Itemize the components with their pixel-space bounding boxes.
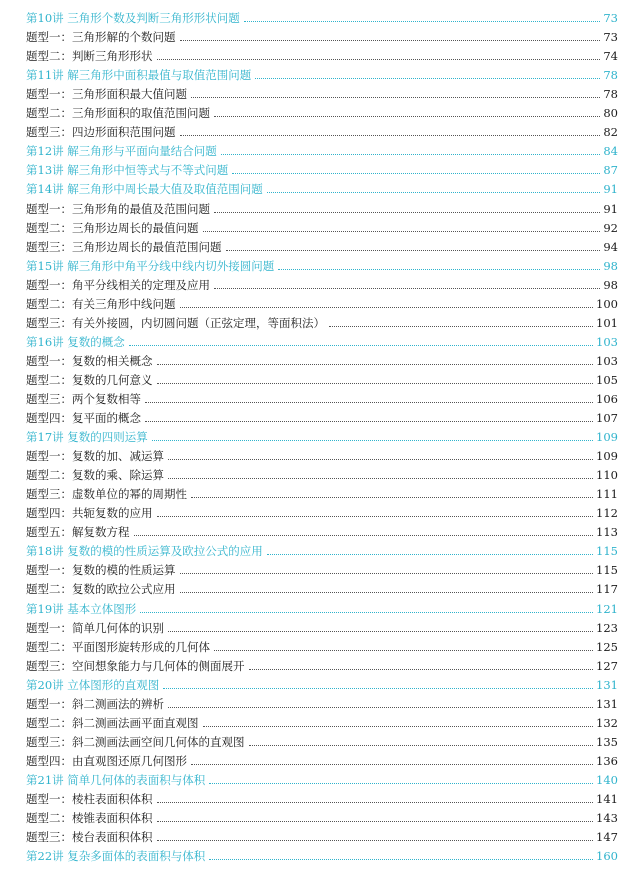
toc-chapter-entry[interactable] <box>26 597 618 616</box>
dot-leader <box>145 421 593 422</box>
section-title: 题型一：简单几何体的识别 <box>26 620 164 635</box>
section-title: 题型二：三角形面积的取值范围问题 <box>26 106 210 121</box>
section-title: 题型二：复数的欧拉公式应用 <box>26 582 176 597</box>
page-number: 101 <box>596 315 618 330</box>
chapter-title: 第21讲 简单几何体的表面积与体积 <box>26 772 206 787</box>
page-number: 106 <box>596 391 618 406</box>
section-title: 题型一：三角形角的最值及范围问题 <box>26 201 210 216</box>
section-title: 题型二：复数的几何意义 <box>26 372 153 387</box>
dot-leader <box>157 364 594 365</box>
page-number: 73 <box>603 11 618 26</box>
toc-chapter-entry[interactable] <box>26 674 618 693</box>
toc-section-entry[interactable] <box>26 121 618 140</box>
toc-section-entry[interactable] <box>26 274 618 293</box>
page-number: 103 <box>596 353 618 368</box>
dot-leader <box>209 859 593 860</box>
toc-section-entry[interactable] <box>26 407 618 426</box>
toc-section-entry[interactable] <box>26 731 618 750</box>
dot-leader <box>145 402 593 403</box>
dot-leader <box>180 40 601 41</box>
dot-leader <box>278 269 600 270</box>
toc-section-entry[interactable] <box>26 693 618 712</box>
toc-section-entry[interactable] <box>26 350 618 369</box>
toc-section-entry[interactable] <box>26 388 618 407</box>
chapter-title: 第11讲 解三角形中面积最值与取值范围问题 <box>26 68 252 83</box>
chapter-title: 第16讲 复数的概念 <box>26 334 125 349</box>
dot-leader <box>203 231 601 232</box>
page-number: 92 <box>603 220 618 235</box>
section-title: 题型二：有关三角形中线问题 <box>26 296 176 311</box>
page-number: 82 <box>603 125 618 140</box>
dot-leader <box>180 592 594 593</box>
page-number: 117 <box>596 582 618 597</box>
toc-section-entry[interactable] <box>26 750 618 769</box>
dot-leader <box>157 59 601 60</box>
page-number: 131 <box>596 696 618 711</box>
dot-leader <box>168 478 593 479</box>
toc-section-entry[interactable] <box>26 807 618 826</box>
dot-leader <box>249 669 594 670</box>
page-number: 107 <box>596 411 618 426</box>
section-title: 题型一：棱柱表面积体积 <box>26 791 153 806</box>
page-number: 110 <box>596 468 618 483</box>
section-title: 题型一：三角形解的个数问题 <box>26 30 176 45</box>
dot-leader <box>157 840 594 841</box>
chapter-title: 第12讲 解三角形与平面向量结合问题 <box>26 144 217 159</box>
page-number: 78 <box>603 87 618 102</box>
page-number: 74 <box>603 49 618 64</box>
dot-leader <box>152 440 593 441</box>
toc-section-entry[interactable] <box>26 578 618 597</box>
toc-section-entry[interactable] <box>26 483 618 502</box>
chapter-title: 第17讲 复数的四则运算 <box>26 430 148 445</box>
section-title: 题型一：复数的模的性质运算 <box>26 563 176 578</box>
dot-leader <box>180 135 601 136</box>
chapter-title: 第18讲 复数的模的性质运算及欧拉公式的应用 <box>26 544 263 559</box>
toc-section-entry[interactable] <box>26 636 618 655</box>
page-number: 113 <box>596 525 618 540</box>
toc-section-entry[interactable] <box>26 369 618 388</box>
section-title: 题型一：角平分线相关的定理及应用 <box>26 277 210 292</box>
dot-leader <box>267 192 601 193</box>
section-title: 题型三：空间想象能力与几何体的侧面展开 <box>26 658 245 673</box>
page-number: 121 <box>596 601 618 616</box>
page-number: 160 <box>596 849 618 864</box>
section-title: 题型二：斜二测画法画平面直观图 <box>26 715 199 730</box>
page-number: 91 <box>603 182 618 197</box>
dot-leader <box>214 116 600 117</box>
page-number: 136 <box>596 753 618 768</box>
section-title: 题型三：棱台表面积体积 <box>26 830 153 845</box>
section-title: 题型三：三角形边周长的最值范围问题 <box>26 239 222 254</box>
toc-section-entry[interactable] <box>26 464 618 483</box>
chapter-title: 第22讲 复杂多面体的表面积与体积 <box>26 849 206 864</box>
section-title: 题型一：复数的加、减运算 <box>26 449 164 464</box>
chapter-title: 第14讲 解三角形中周长最大值及取值范围问题 <box>26 182 263 197</box>
chapter-title: 第15讲 解三角形中角平分线中线内切外接圆问题 <box>26 258 275 273</box>
section-title: 题型一：复数的相关概念 <box>26 353 153 368</box>
section-title: 题型四：由直观图还原几何图形 <box>26 753 187 768</box>
page-number: 84 <box>603 144 618 159</box>
dot-leader <box>140 612 593 613</box>
dot-leader <box>163 688 593 689</box>
toc-section-entry[interactable] <box>26 236 618 255</box>
chapter-title: 第13讲 解三角形中恒等式与不等式问题 <box>26 163 229 178</box>
dot-leader <box>214 650 593 651</box>
dot-leader <box>134 535 594 536</box>
section-title: 题型二：棱锥表面积体积 <box>26 811 153 826</box>
dot-leader <box>157 802 594 803</box>
dot-leader <box>255 78 600 79</box>
section-title: 题型二：三角形边周长的最值问题 <box>26 220 199 235</box>
page-number: 100 <box>596 296 618 311</box>
dot-leader <box>267 554 593 555</box>
toc-section-entry[interactable] <box>26 217 618 236</box>
toc-chapter-entry[interactable] <box>26 255 618 274</box>
page-number: 105 <box>596 372 618 387</box>
section-title: 题型三：虚数单位的幂的周期性 <box>26 487 187 502</box>
toc-section-entry[interactable] <box>26 712 618 731</box>
page-number: 115 <box>596 563 618 578</box>
dot-leader <box>168 707 593 708</box>
section-title: 题型二：复数的乘、除运算 <box>26 468 164 483</box>
toc-section-entry[interactable] <box>26 502 618 521</box>
toc-section-entry[interactable] <box>26 102 618 121</box>
dot-leader <box>180 307 594 308</box>
toc-section-entry[interactable] <box>26 293 618 312</box>
toc-chapter-entry[interactable] <box>26 331 618 350</box>
toc-section-entry[interactable] <box>26 45 618 64</box>
page-number: 80 <box>603 106 618 121</box>
toc-chapter-entry[interactable] <box>26 64 618 83</box>
page-number: 140 <box>596 772 618 787</box>
page-number: 109 <box>596 449 618 464</box>
page-number: 98 <box>603 258 618 273</box>
section-title: 题型四：复平面的概念 <box>26 411 141 426</box>
toc-section-entry[interactable] <box>26 445 618 464</box>
toc-section-entry[interactable] <box>26 826 618 845</box>
chapter-title: 第10讲 三角形个数及判断三角形形状问题 <box>26 11 240 26</box>
toc-section-entry[interactable] <box>26 521 618 540</box>
dot-leader <box>157 516 594 517</box>
dot-leader <box>168 631 593 632</box>
dot-leader <box>191 97 600 98</box>
toc-chapter-entry[interactable] <box>26 140 618 159</box>
section-title: 题型二：判断三角形形状 <box>26 49 153 64</box>
section-title: 题型五：解复数方程 <box>26 525 130 540</box>
page-number: 73 <box>603 30 618 45</box>
section-title: 题型三：两个复数相等 <box>26 391 141 406</box>
page-number: 98 <box>603 277 618 292</box>
toc-section-entry[interactable] <box>26 312 618 331</box>
dot-leader <box>157 821 594 822</box>
dot-leader <box>329 326 593 327</box>
toc-chapter-entry[interactable] <box>26 426 618 445</box>
toc-chapter-entry[interactable] <box>26 540 618 559</box>
dot-leader <box>168 459 593 460</box>
section-title: 题型三：斜二测画法画空间几何体的直观图 <box>26 734 245 749</box>
table-of-contents <box>26 7 618 864</box>
dot-leader <box>221 154 601 155</box>
page-number: 132 <box>596 715 618 730</box>
page-number: 111 <box>596 487 618 502</box>
dot-leader <box>232 173 600 174</box>
page-number: 94 <box>603 239 618 254</box>
toc-chapter-entry[interactable] <box>26 159 618 178</box>
page-number: 147 <box>596 830 618 845</box>
toc-section-entry[interactable] <box>26 655 618 674</box>
page-number: 123 <box>596 620 618 635</box>
dot-leader <box>157 383 594 384</box>
page-number: 109 <box>596 430 618 445</box>
page-number: 127 <box>596 658 618 673</box>
page-number: 112 <box>596 506 618 521</box>
toc-section-entry[interactable] <box>26 26 618 45</box>
chapter-title: 第20讲 立体图形的直观图 <box>26 677 160 692</box>
dot-leader <box>209 783 593 784</box>
section-title: 题型一：斜二测画法的辨析 <box>26 696 164 711</box>
section-title: 题型三：有关外接圆，内切圆问题（正弦定理，等面积法） <box>26 315 325 330</box>
dot-leader <box>214 212 600 213</box>
page-number: 78 <box>603 68 618 83</box>
dot-leader <box>180 573 594 574</box>
toc-section-entry[interactable] <box>26 83 618 102</box>
dot-leader <box>214 288 600 289</box>
toc-section-entry[interactable] <box>26 197 618 216</box>
page-number: 135 <box>596 734 618 749</box>
chapter-title: 第19讲 基本立体图形 <box>26 601 137 616</box>
toc-chapter-entry[interactable] <box>26 178 618 197</box>
page-number: 103 <box>596 334 618 349</box>
toc-section-entry[interactable] <box>26 559 618 578</box>
toc-chapter-entry[interactable] <box>26 769 618 788</box>
dot-leader <box>226 250 601 251</box>
section-title: 题型三：四边形面积范围问题 <box>26 125 176 140</box>
section-title: 题型四：共轭复数的应用 <box>26 506 153 521</box>
dot-leader <box>203 726 594 727</box>
dot-leader <box>129 345 593 346</box>
dot-leader <box>249 745 594 746</box>
page-number: 125 <box>596 639 618 654</box>
section-title: 题型一：三角形面积最大值问题 <box>26 87 187 102</box>
toc-section-entry[interactable] <box>26 788 618 807</box>
toc-section-entry[interactable] <box>26 617 618 636</box>
page-number: 115 <box>596 544 618 559</box>
dot-leader <box>191 764 593 765</box>
page-number: 143 <box>596 811 618 826</box>
page-number: 131 <box>596 677 618 692</box>
toc-chapter-entry[interactable] <box>26 845 618 864</box>
toc-chapter-entry[interactable] <box>26 7 618 26</box>
dot-leader <box>244 21 601 22</box>
dot-leader <box>191 497 593 498</box>
section-title: 题型二：平面图形旋转形成的几何体 <box>26 639 210 654</box>
page-number: 141 <box>596 791 618 806</box>
page-number: 87 <box>603 163 618 178</box>
page-number: 91 <box>603 201 618 216</box>
